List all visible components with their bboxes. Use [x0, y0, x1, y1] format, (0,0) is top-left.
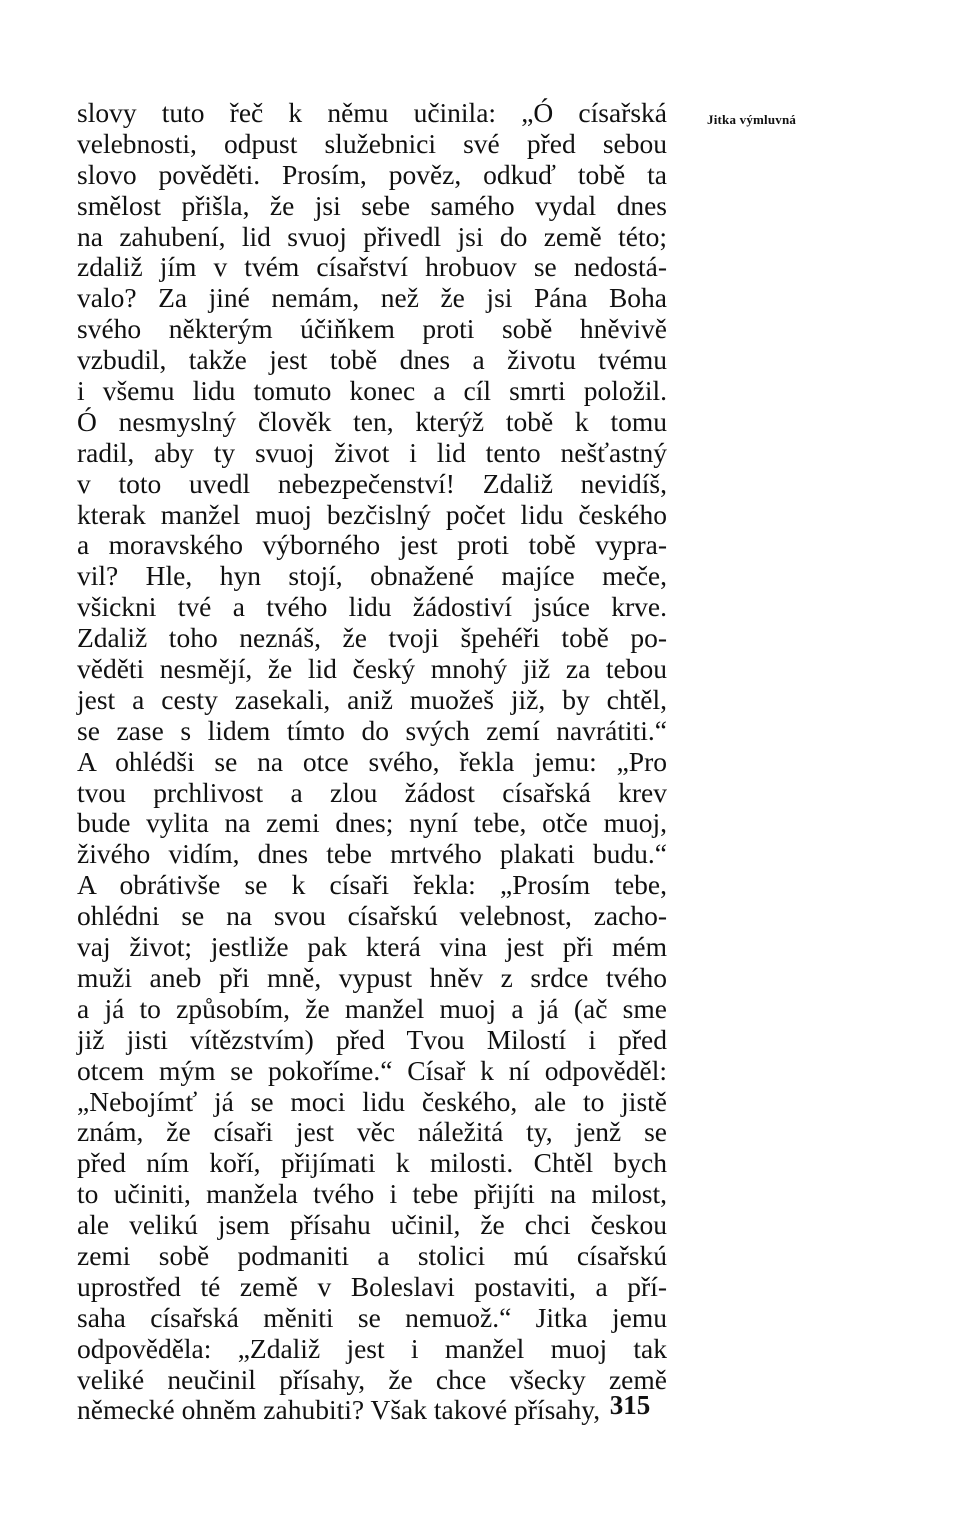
text-line: ohlédni se na svou císařskú velebnost, zacho-: [77, 900, 667, 932]
text-line: německé ohněm zahubiti? Však takové přísahy,: [77, 1394, 601, 1426]
text-line: odpověděla: „Zdaliž jest i manžel muoj tak: [77, 1332, 667, 1364]
text-line: tvou prchlivost a zlou žádost císařská krev: [77, 776, 667, 808]
text-line: vaj život; jestliže pak která vina jest při mém: [77, 931, 667, 963]
text-line: znám, že císaři jest věc náležitá ty, jenž se: [77, 1116, 667, 1148]
text-line: před ním koří, přijímati k milosti. Chtěl bych: [77, 1147, 667, 1179]
text-line: kterak manžel muoj bezčislný počet lidu českého: [77, 498, 667, 530]
text-line: to učiniti, manžela tvého i tebe přijíti na milost,: [77, 1178, 667, 1210]
marginal-note: Jitka výmluvná: [707, 112, 797, 127]
text-line: A obrátivše se k císaři řekla: „Prosím tebe,: [77, 869, 667, 901]
text-line: otcem mým se pokoříme.“ Císař k ní odpověděl:: [77, 1054, 667, 1086]
text-line: vil? Hle, hyn stojí, obnažené majíce meče,: [77, 560, 667, 592]
text-line: valo? Za jiné nemám, než že jsi Pána Boha: [77, 282, 667, 314]
page-number: 315: [609, 1390, 651, 1420]
text-line: smělost přišla, že jsi sebe samého vydal dnes: [77, 189, 667, 221]
text-line: zemi sobě podmaniti a stolici mú císařskú: [77, 1239, 667, 1271]
text-line: uprostřed té země v Boleslavi postaviti, a pří-: [77, 1270, 667, 1302]
text-line: ale velikú jsem přísahu učinil, že chci českou: [77, 1209, 667, 1241]
text-line: slovo pověděti. Prosím, pověz, odkuď tobě ta: [77, 158, 667, 190]
text-line: a já to způsobím, že manžel muoj a já (ač sme: [77, 992, 667, 1024]
text-line: se zase s lidem tímto do svých zemí navrátiti.“: [77, 714, 667, 746]
text-line: a moravského výborného jest proti tobě vypra-: [77, 529, 667, 561]
text-line: živého vidím, dnes tebe mrtvého plakati budu.“: [77, 838, 667, 870]
text-line: již jisti vítězstvím) před Tvou Milostí i před: [77, 1023, 667, 1055]
text-line: jest a cesty zasekali, aniž muožeš již, by chtěl,: [77, 683, 667, 715]
text-line: veliké neučinil přísahy, že chce všecky země: [77, 1363, 667, 1395]
text-line: v toto uvedl nebezpečenství! Zdaliž nevidíš,: [77, 467, 667, 499]
text-line: bude vylita na zemi dnes; nyní tebe, otče muoj,: [77, 807, 667, 839]
text-line: svého některým účiňkem proti sobě hněvivě: [77, 313, 667, 345]
text-line: věděti nesmějí, že lid český mnohý již za tebou: [77, 653, 667, 685]
text-line: muži aneb při mně, vypust hněv z srdce tvého: [77, 961, 667, 993]
text-line: na zahubení, lid svuoj přivedl jsi do země této;: [77, 220, 667, 252]
text-line: zdaliž jím v tvém císařství hrobuov se nedostá-: [77, 251, 667, 283]
text-line: saha císařská měniti se nemuož.“ Jitka jemu: [77, 1301, 667, 1333]
text-line: vzbudil, takže jest tobě dnes a životu tvému: [77, 344, 667, 376]
text-line: Ó nesmyslný člověk ten, kterýž tobě k tomu: [77, 405, 667, 437]
text-line: i všemu lidu tomuto konec a cíl smrti položil.: [77, 375, 667, 407]
text-line: „Nebojímť já se moci lidu českého, ale to jistě: [77, 1085, 667, 1117]
text-line: slovy tuto řeč k němu učinila: „Ó císařská: [77, 97, 667, 128]
text-line: všickni tvé a tvého lidu žádostiví jsúce krve.: [77, 591, 667, 623]
text-line: radil, aby ty svuoj život i lid tento nešťastný: [77, 436, 667, 468]
text-line: Zdaliž toho neznáš, že tvoji špehéři tobě po-: [77, 622, 667, 654]
text-line: A ohlédši se na otce svého, řekla jemu: „Pro: [77, 745, 667, 777]
text-line: velebnosti, odpust služebnici své před sebou: [77, 127, 667, 159]
body-text: [77, 98, 667, 1426]
